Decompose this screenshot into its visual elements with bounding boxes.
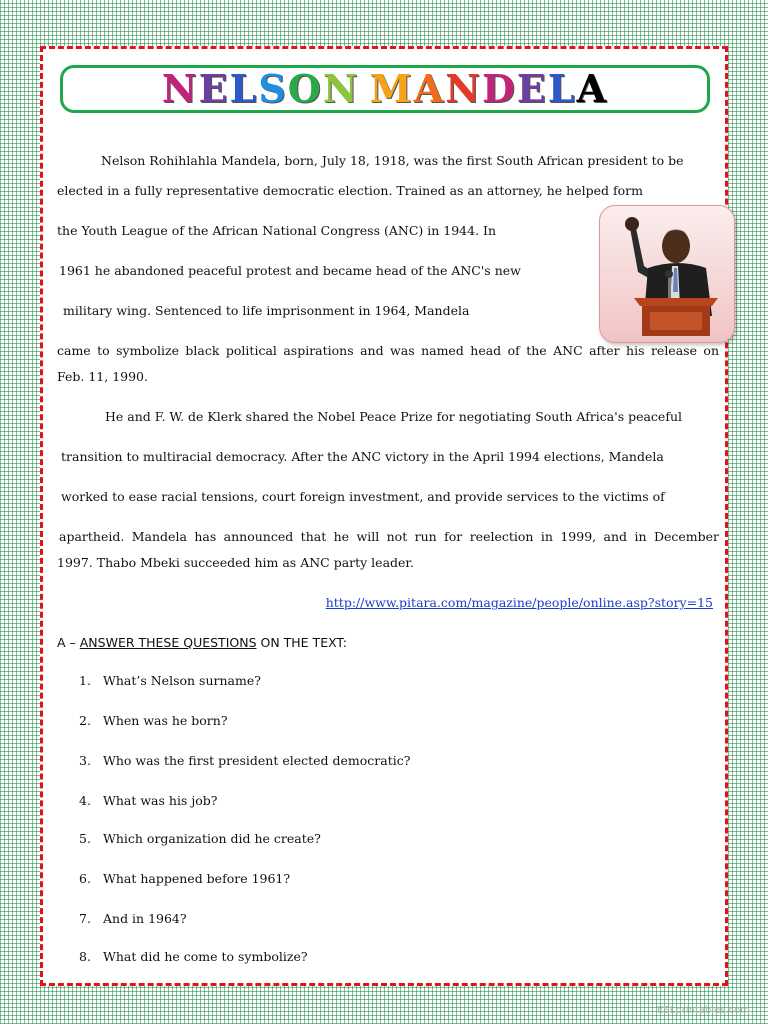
title-letter: M: [369, 66, 414, 111]
question-number: 2.: [79, 713, 91, 728]
paragraph-1-line-2: elected in a fully representative democratic election. Trained as an attorney, he helped form: [57, 183, 643, 198]
question-number: 3.: [79, 753, 91, 768]
paragraph-1-line-6: came to symbolize black political aspirations and was named head of the ANC after his release on: [57, 343, 719, 358]
speaker-at-podium-icon: [600, 206, 734, 342]
title-letter: D: [481, 66, 517, 111]
watermark: ESLprintables.com: [657, 1005, 750, 1016]
title-letter: E: [198, 66, 230, 111]
title-letter: S: [258, 66, 288, 111]
questions-heading: [57, 635, 347, 650]
paragraph-2-line-2: transition to multiracial democracy. After the ANC victory in the April 1994 elections, Mandela: [61, 449, 664, 464]
question-number: 4.: [79, 793, 91, 808]
title-letter: A: [576, 66, 609, 111]
paragraph-2-line-5: 1997. Thabo Mbeki succeeded him as ANC party leader.: [57, 555, 415, 570]
question-number: 1.: [79, 673, 91, 688]
question-text: What did he come to symbolize?: [103, 949, 308, 964]
title-letter: E: [516, 66, 548, 111]
paragraph-1-line-1: Nelson Rohihlahla Mandela, born, July 18, 1918, was the first South African president to be: [101, 153, 684, 168]
worksheet-page: [40, 46, 728, 986]
title-letter: N: [161, 66, 199, 111]
paragraph-2-line-3: worked to ease racial tensions, court foreign investment, and provide services to the victims of: [61, 489, 665, 504]
title-frame: [60, 65, 710, 113]
question-number: 7.: [79, 911, 91, 926]
title-letter: O: [287, 66, 323, 111]
title-letter: N: [445, 66, 482, 111]
question-item: [79, 831, 321, 846]
paragraph-2-line-1: He and F. W. de Klerk shared the Nobel Peace Prize for negotiating South Africa's peaceful: [105, 409, 683, 424]
question-item: [79, 871, 290, 886]
title-letter: A: [413, 66, 446, 111]
question-number: 6.: [79, 871, 91, 886]
question-number: 5.: [79, 831, 91, 846]
paragraph-1-line-5: military wing. Sentenced to life imprisonment in 1964, Mandela: [63, 303, 470, 318]
question-item: [79, 793, 217, 808]
question-text: What was his job?: [103, 793, 218, 808]
question-item: [79, 949, 308, 964]
question-text: When was he born?: [103, 713, 228, 728]
source-link[interactable]: http://www.pitara.com/magazine/people/online.asp?story=15: [325, 595, 713, 610]
question-text: What’s Nelson surname?: [103, 673, 261, 688]
paragraph-2-line-4: apartheid. Mandela has announced that he will not run for reelection in 1999, and in December: [59, 529, 719, 544]
questions-heading-prefix: A –: [57, 635, 80, 650]
question-item: [79, 713, 228, 728]
question-item: [79, 911, 187, 926]
question-item: [79, 673, 261, 688]
questions-heading-underlined: ANSWER THESE QUESTIONS: [79, 635, 257, 650]
question-text: Who was the first president elected democratic?: [103, 753, 411, 768]
title-letter: N: [322, 66, 360, 111]
question-text: Which organization did he create?: [103, 831, 321, 846]
paragraph-1-line-7: Feb. 11, 1990.: [57, 369, 148, 384]
mandela-podium-picture: [599, 205, 735, 343]
paragraph-1-line-3: the Youth League of the African National Congress (ANC) in 1944. In: [57, 223, 497, 238]
question-text: What happened before 1961?: [103, 871, 291, 886]
title-letter: L: [547, 66, 577, 111]
question-number: 8.: [79, 949, 91, 964]
page-title: [161, 66, 609, 111]
question-item: [79, 753, 410, 768]
title-letter: L: [229, 66, 259, 111]
questions-heading-suffix: ON THE TEXT:: [256, 635, 347, 650]
question-text: And in 1964?: [103, 911, 187, 926]
paragraph-1-line-4: 1961 he abandoned peaceful protest and became head of the ANC's new: [59, 263, 521, 278]
